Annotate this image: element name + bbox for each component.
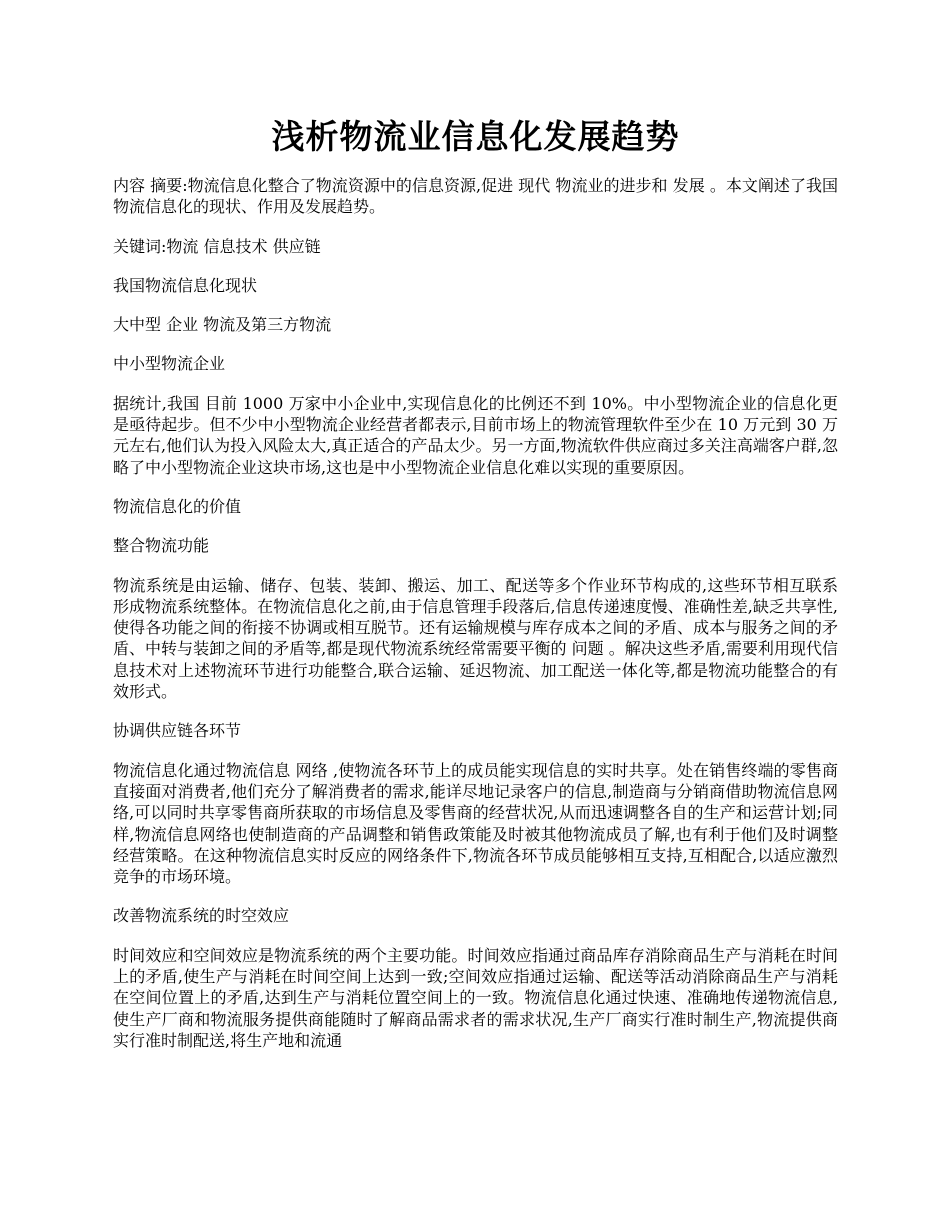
section-heading-value: 物流信息化的价值 bbox=[113, 496, 242, 516]
paragraph-time-space: 时间效应和空间效应是物流系统的两个主要功能。时间效应指通过商品库存消除商品生产与消耗在时间上的矛盾,使生产与消耗在时间空间上达到一致;空间效应指通过运输、配送等活动消除商品生产与消耗在空间位置上的矛盾,达到生产与消耗位置空间上的一致。物流信息化通过快速、准确地传递物流信息,使生产厂商和物流服务提供商能随时了解商品需求者的需求状况,生产厂商实行准时制生产,物流提供商实行准时制配送,将生产地和流通 bbox=[113, 945, 838, 1050]
paragraph-small-enterprise: 据统计,我国 目前 1000 万家中小企业中,实现信息化的比例还不到 10%。中小型物流企业的信息化更是亟待起步。但不少中小型物流企业经营者都表示,目前市场上的物流管理软件至少在 10 万元到 30 万元左右,他们认为投入风险太大,真正适合的产品太少。另一方面,物流软件供应商过多关注高端客户群,忽略了中小型物流企业这块市场,这也是中小型物流企业信息化难以实现的重要原因。 bbox=[113, 393, 838, 477]
section-heading-time-space: 改善物流系统的时空效应 bbox=[113, 906, 290, 926]
abstract-paragraph: 内容 摘要:物流信息化整合了物流资源中的信息资源,促进 现代 物流业的进步和 发展 。本文阐述了我国物流信息化的现状、作用及发展趋势。 bbox=[113, 176, 838, 217]
section-heading-status: 我国物流信息化现状 bbox=[113, 275, 258, 295]
section-heading-small-enterprise: 中小型物流企业 bbox=[113, 354, 226, 374]
paragraph-coordinate: 物流信息化通过物流信息 网络 ,使物流各环节上的成员能实现信息的实时共享。处在销售终端的零售商直接面对消费者,他们充分了解消费者的需求,能详尽地记录客户的信息,制造商与分销商借助物流信息网络,可以同时共享零售商所获取的市场信息及零售商的经营状况,从而迅速调整各自的生产和运营计划;同样,物流信息网络也使制造商的产品调整和销售政策能及时被其他物流成员了解,也有利于他们及时调整经营策略。在这种物流信息实时反应的网络条件下,物流各环节成员能够相互支持,互相配合,以适应激烈竞争的市场环境。 bbox=[113, 760, 838, 887]
document-page bbox=[113, 95, 838, 1069]
section-heading-large-enterprise: 大中型 企业 物流及第三方物流 bbox=[113, 315, 332, 335]
keywords-line: 关键词:物流 信息技术 供应链 bbox=[113, 236, 321, 256]
section-heading-coordinate: 协调供应链各环节 bbox=[113, 721, 242, 741]
section-heading-integrate: 整合物流功能 bbox=[113, 536, 210, 556]
document-title: 浅析物流业信息化发展趋势 bbox=[271, 117, 680, 156]
paragraph-integrate: 物流系统是由运输、储存、包装、装卸、搬运、加工、配送等多个作业环节构成的,这些环节相互联系形成物流系统整体。在物流信息化之前,由于信息管理手段落后,信息传递速度慢、准确性差,缺乏共享性,使得各功能之间的衔接不协调或相互脱节。还有运输规模与库存成本之间的矛盾、成本与服务之间的矛盾、中转与装卸之间的矛盾等,都是现代物流系统经常需要平衡的 问题 。解决这些矛盾,需要利用现代信息技术对上述物流环节进行功能整合,联合运输、延迟物流、加工配送一体化等,都是物流功能整合的有效形式。 bbox=[113, 575, 838, 702]
